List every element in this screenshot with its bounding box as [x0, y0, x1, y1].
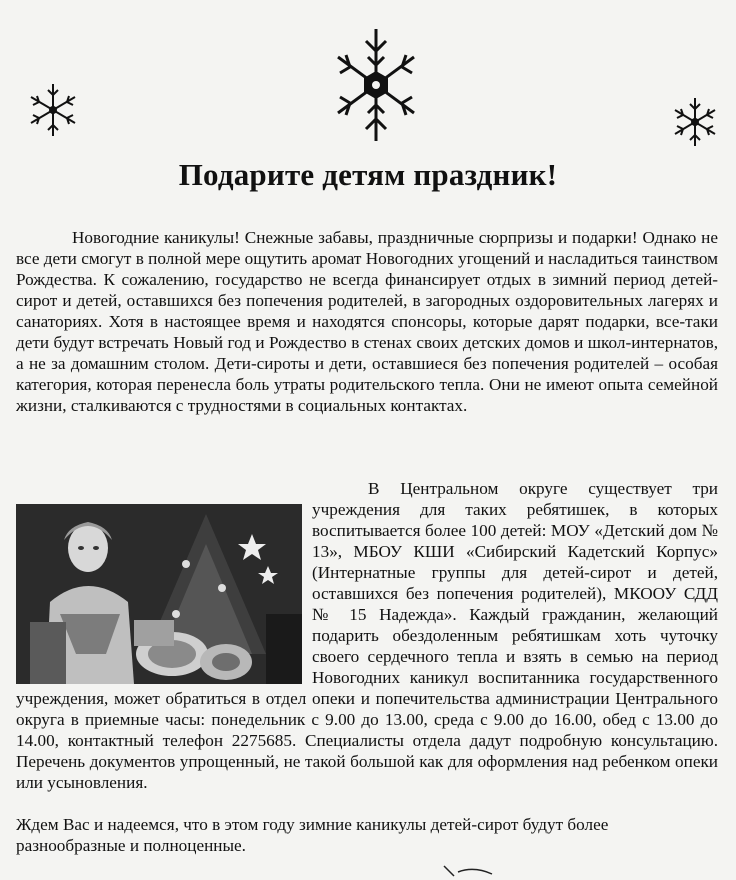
snowflake-left-icon: [28, 82, 78, 138]
article-paragraph-1: Новогодние каникулы! Снежные забавы, праздничные сюрпризы и подарки! Однако не все дети смогут в полной мере ощутить аромат Новогодних угощений и насладиться таинством Рождества. К сожалению, государство не всегда финансирует отдых в зимний период детей-сирот и детей, оставшихся без попечения родителей, в загородных оздоровительных лагерях и санаториях. Хотя в настоящее время и находятся спонсоры, которые дарят подарки, все-таки дети будут встречать Новый год и Рождество в стенах своих детских домов и школ-интернатов, а не за домашним столом. Дети-сироты и дети, оставшиеся без попечения родителей – особая категория, которая перенесла боль утраты родительского тепла. Они не имеют опыта семейной жизни, сталкиваются с трудностями в социальных контактах.: [16, 228, 718, 415]
article-paragraph-2-block: [16, 478, 718, 793]
pen-mark-icon: [440, 862, 500, 880]
child-with-christmas-tree-photo: [16, 504, 302, 684]
article-paragraph-3: Ждем Вас и надеемся, что в этом году зимние каникулы детей-сирот будут более разнообразные и полноценные.: [16, 815, 609, 855]
article-paragraph-2: В Центральном округе существует три учреждения для таких ребятишек, в которых воспитывается более 100 детей: МОУ «Детский дом № 13», МБОУ КШИ «Сибирский Кадетский Корпус» (Интернатные группы для детей-сирот и детей, оставшихся без попечения родителей), МКООУ СДД № 15 Надежда». Каждый гражданин, желающий подарить обездоленным ребятишкам хоть чуточку своего сердечного тепла и взять в семью на период Новогодних каникул воспитанника государственного учреждения, может обратиться в отдел опеки и попечительства администрации Центрального округа в приемные часы: понедельник с 9.00 до 13.00, среда с 9.00 до 16.00, обед с 13.00 до 14.00, контактный телефон 2275685. Специалисты отдела дадут подробную консультацию. Перечень документов упрощенный, не такой большой как для оформления над ребенком опеки или усыновления.: [16, 479, 718, 792]
article-title: Подарите детям праздник!: [178, 157, 558, 192]
snowflake-center-icon: [334, 26, 418, 144]
snowflake-right-icon: [672, 96, 718, 148]
